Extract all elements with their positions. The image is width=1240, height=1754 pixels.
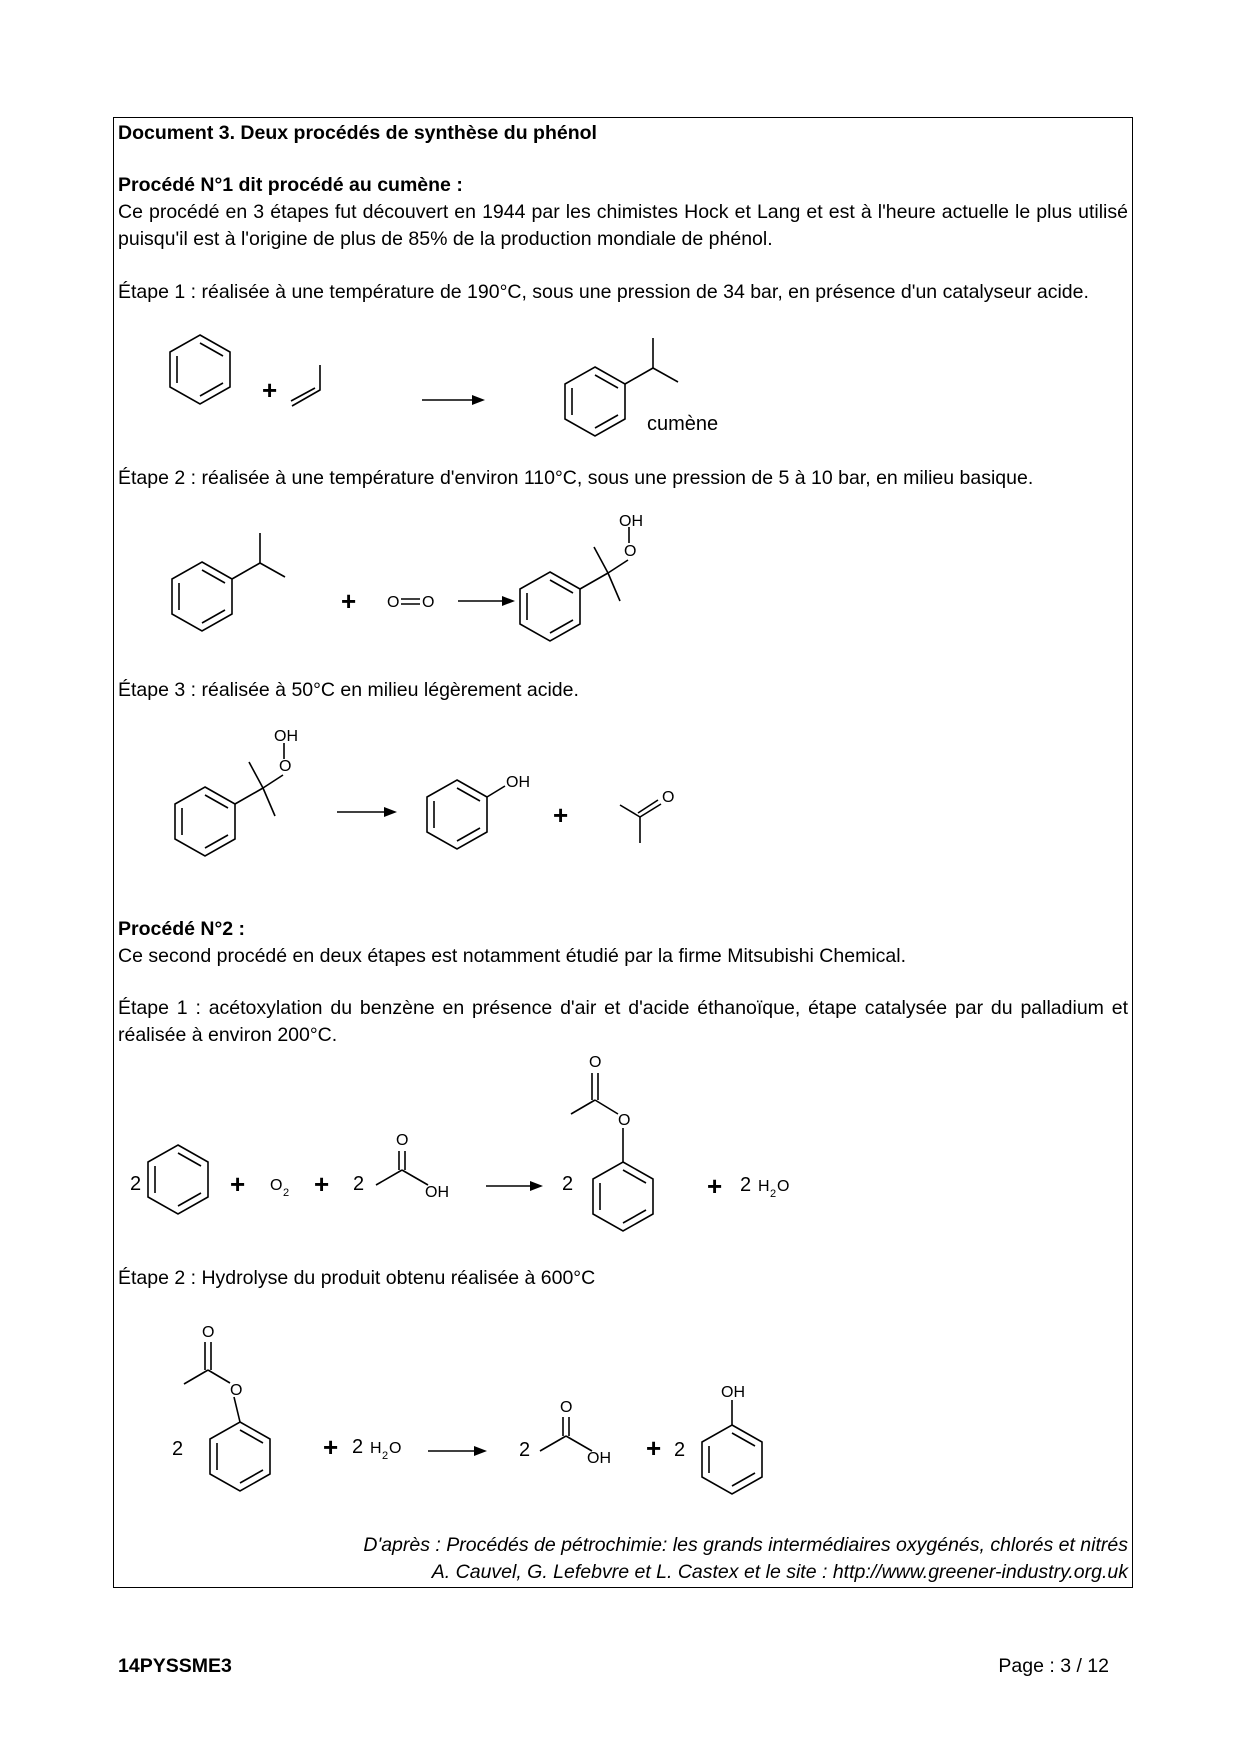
- oh-group: OH: [506, 774, 530, 791]
- o-atom: O: [202, 1324, 215, 1341]
- oh-group: OH: [587, 1450, 611, 1467]
- benzene-molecule: [170, 335, 230, 404]
- benzene-molecule: [148, 1145, 208, 1214]
- phenol-molecule: [427, 774, 530, 849]
- o-atom: O: [387, 594, 400, 611]
- h-atom: H: [370, 1440, 382, 1457]
- o-atom: O: [624, 543, 637, 560]
- phenol-molecule: [702, 1384, 762, 1494]
- reaction-arrow: [428, 1446, 487, 1456]
- o-atom: O: [662, 789, 675, 806]
- exam-code: 14PYSSME3: [118, 1655, 232, 1677]
- dioxygen-molecule: [387, 594, 434, 611]
- coefficient: 2: [172, 1438, 184, 1460]
- o-atom: O: [422, 594, 435, 611]
- scheme-etape3: [150, 710, 750, 860]
- oh-group: OH: [274, 728, 298, 745]
- source-line-2: A. Cauvel, G. Lefebvre et L. Castex et le site : http://www.greener-industry.org.uk: [431, 1561, 1128, 1583]
- acetone-molecule: [620, 789, 674, 843]
- procede1-etape1: Étape 1 : réalisée à une température de 190°C, sous une pression de 34 bar, en présence d'un catalyseur acide.: [118, 281, 1089, 303]
- acetic-acid-molecule: [376, 1132, 449, 1201]
- scheme-etape2: [150, 500, 750, 660]
- scheme-procede2-etape1: [118, 1045, 978, 1245]
- reaction-arrow: [458, 596, 515, 606]
- plus-sign: +: [341, 586, 357, 616]
- plus-sign: +: [323, 1432, 339, 1462]
- procede1-etape3: Étape 3 : réalisée à 50°C en milieu légèrement acide.: [118, 679, 579, 701]
- cumene-hydroperoxide-molecule: [520, 513, 643, 641]
- o-atom: O: [618, 1112, 631, 1129]
- o-atom: O: [560, 1399, 573, 1416]
- propene-molecule: [291, 365, 320, 406]
- o-atom: O: [777, 1178, 790, 1195]
- procede2-heading: Procédé N°2 :: [118, 918, 246, 940]
- cumene-hydroperoxide-molecule: [175, 728, 298, 856]
- coefficient: 2: [740, 1174, 752, 1196]
- oh-group: OH: [425, 1184, 449, 1201]
- o-atom: O: [589, 1054, 602, 1071]
- procede1-intro: Ce procédé en 3 étapes fut découvert en 1944 par les chimistes Hock et Lang et est à l'heure actuelle le plus utilisé puisqu'il est à l'origine de plus de 85% de la production mondiale de phénol.: [118, 201, 1128, 250]
- procede1-heading: Procédé N°1 dit procédé au cumène :: [118, 174, 463, 196]
- scheme-procede2-etape2: [150, 1320, 850, 1490]
- plus-sign: +: [230, 1169, 246, 1199]
- reaction-arrow: [337, 807, 397, 817]
- reaction-arrow: [422, 395, 485, 405]
- coefficient: 2: [353, 1173, 365, 1195]
- plus-sign: +: [262, 375, 278, 405]
- procede2-intro: Ce second procédé en deux étapes est notamment étudié par la firme Mitsubishi Chemical.: [118, 945, 906, 967]
- water-formula: [352, 1436, 401, 1462]
- dioxygen-formula: [270, 1177, 289, 1199]
- scheme-etape1: [150, 320, 750, 440]
- document-title: Document 3. Deux procédés de synthèse du phénol: [118, 122, 597, 144]
- procede2-etape2: Étape 2 : Hydrolyse du produit obtenu réalisée à 600°C: [118, 1267, 596, 1289]
- subscript: 2: [283, 1187, 290, 1199]
- plus-sign: +: [553, 800, 569, 830]
- coefficient: 2: [519, 1439, 531, 1461]
- procede1-etape2: Étape 2 : réalisée à une température d'environ 110°C, sous une pression de 5 à 10 bar, en milieu basique.: [118, 467, 1034, 489]
- subscript: 2: [770, 1188, 777, 1200]
- coefficient: 2: [130, 1173, 142, 1195]
- o-atom: O: [230, 1382, 243, 1399]
- o-atom: O: [389, 1440, 402, 1457]
- h-atom: H: [758, 1178, 770, 1195]
- phenyl-acetate-molecule: [184, 1324, 270, 1491]
- reaction-arrow: [486, 1181, 543, 1191]
- coefficient: 2: [674, 1439, 686, 1461]
- o-atom: O: [270, 1177, 283, 1194]
- phenyl-acetate-molecule: [571, 1054, 653, 1231]
- cumene-molecule: [172, 533, 285, 631]
- o-atom: O: [279, 758, 292, 775]
- o-atom: O: [396, 1132, 409, 1149]
- subscript: 2: [382, 1450, 389, 1462]
- page-number: Page : 3 / 12: [998, 1655, 1109, 1677]
- source-line-1: D'après : Procédés de pétrochimie: les grands intermédiaires oxygénés, chlorés et nitrés: [363, 1534, 1128, 1556]
- cumene-label: cumène: [647, 413, 719, 435]
- procede2-etape1: Étape 1 : acétoxylation du benzène en présence d'air et d'acide éthanoïque, étape catalysée par du palladium et réalisée à environ 200°C.: [118, 997, 1128, 1046]
- plus-sign: +: [314, 1169, 330, 1199]
- water-formula: [740, 1174, 789, 1200]
- acetic-acid-molecule: [540, 1399, 611, 1467]
- coefficient: 2: [562, 1173, 574, 1195]
- plus-sign: +: [707, 1171, 723, 1201]
- plus-sign: +: [646, 1433, 662, 1463]
- oh-group: OH: [619, 513, 643, 530]
- oh-group: OH: [721, 1384, 745, 1401]
- coefficient: 2: [352, 1436, 364, 1458]
